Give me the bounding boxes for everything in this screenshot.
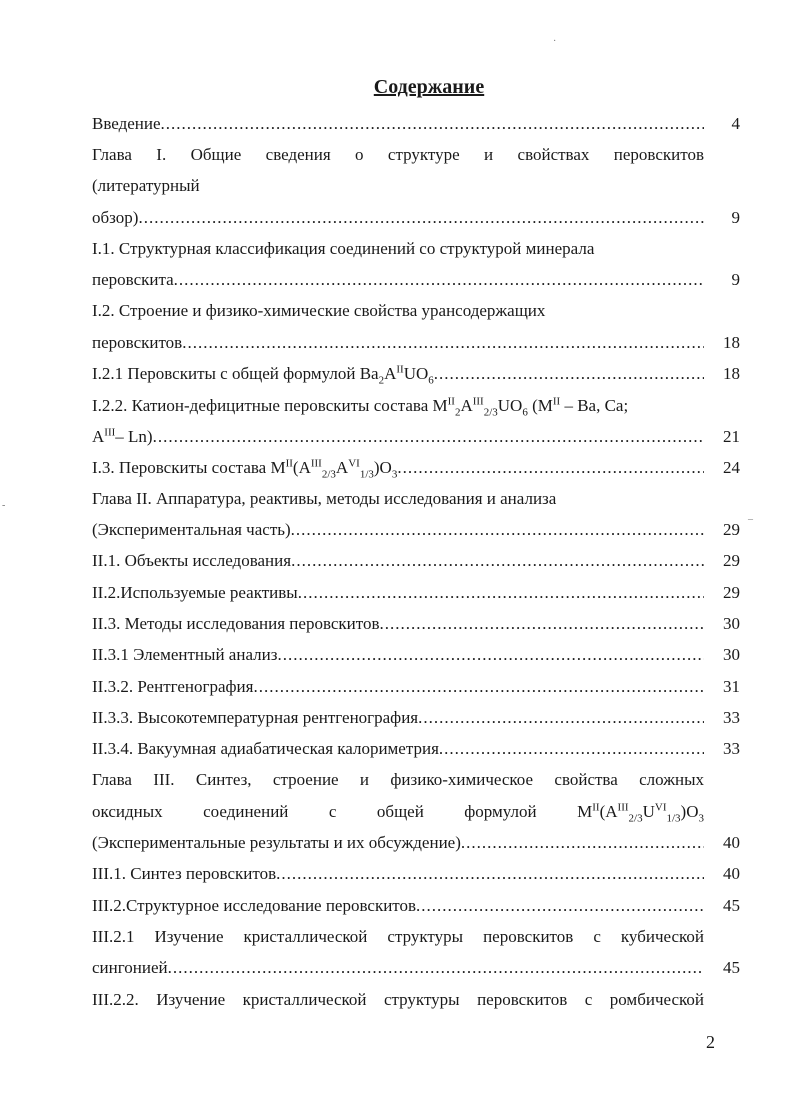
toc-leader [418, 706, 704, 730]
toc-entry [92, 831, 704, 855]
toc-entry: Глава I. Общие сведения о структуре и свойствах перовскитов [92, 145, 704, 164]
toc-page-number: 40 [723, 833, 740, 852]
toc-page-number: 29 [723, 551, 740, 570]
toc-entry-text: обзор) [92, 208, 139, 227]
toc-entry: I.1. Структурная классификация соединений со структурой минерала [92, 239, 595, 258]
toc-leader [291, 549, 704, 573]
toc-entry [92, 549, 704, 573]
toc-entry-text: II.3.1 Элементный анализ [92, 645, 278, 664]
toc-entry-text: сингонией [92, 958, 168, 977]
toc-entry-text: перовскитов [92, 333, 183, 352]
toc-page-number: 21 [723, 427, 740, 446]
scan-speck: – [748, 514, 753, 525]
toc-entry-text: $A^{III}-$ Ln) [92, 426, 153, 446]
toc-leader [416, 894, 704, 918]
toc-entry-text: I.3. Перовскиты состава $M^{II}(A^{III}_{2/3}A^{VI}_{1/3})O_3$ [92, 457, 398, 480]
toc-entry: Глава II. Аппаратура, реактивы, методы исследования и анализа [92, 489, 557, 508]
toc-page-number: 9 [731, 208, 740, 227]
toc-leader [439, 737, 704, 761]
toc-entry-text: перовскита [92, 270, 174, 289]
toc-entry [92, 425, 704, 449]
toc-entry-text: (Экспериментальная часть) [92, 520, 291, 539]
toc-entry: I.2.2. Катион-дефицитные перовскиты состава $M^{II}_2A^{III}_{2/3}UO_6$ ($M^{II}$ – Ba, Ca; [92, 395, 629, 418]
toc-page-number: 40 [723, 864, 740, 883]
toc-entry [92, 894, 704, 918]
toc-leader [298, 581, 704, 605]
toc-entry [92, 206, 704, 230]
toc-entry [92, 331, 704, 355]
toc-entry-text: II.1. Объекты исследования [92, 551, 292, 570]
toc-page-number: 33 [723, 708, 740, 727]
toc-entry: III.2.2. Изучение кристаллической структуры перовскитов с ромбической [92, 990, 704, 1009]
toc-leader [291, 518, 704, 542]
toc-entry [92, 268, 704, 292]
toc-page-number: 9 [731, 270, 740, 289]
toc-page-number: 30 [723, 614, 740, 633]
toc-page-number: 29 [723, 583, 740, 602]
scan-speck: · [553, 36, 557, 47]
toc-entry: I.2. Строение и физико-химические свойства урансодержащих [92, 301, 546, 320]
toc-entry [92, 643, 704, 667]
toc-page-number: 45 [723, 958, 740, 977]
toc-leader [174, 268, 704, 292]
toc-entry [92, 706, 704, 730]
toc-leader [153, 425, 704, 449]
toc-leader [168, 956, 704, 980]
toc-leader [276, 862, 704, 886]
toc-entry [92, 581, 704, 605]
toc-leader [434, 362, 704, 386]
toc-entry-text: II.3.2. Рентгенография [92, 677, 254, 696]
toc-page-number: 18 [723, 333, 740, 352]
toc-entry [92, 518, 704, 542]
toc-page-number: 33 [723, 739, 740, 758]
toc-entry-text: I.2.1 Перовскиты с общей формулой $Ba_2A^{II}UO_6$ [92, 363, 434, 386]
toc-entry [92, 112, 704, 136]
toc-entry [92, 362, 704, 386]
toc-leader [461, 831, 704, 855]
toc-entry-text: III.2.Структурное исследование перовскитов [92, 896, 417, 915]
toc-page-number: 29 [723, 520, 740, 539]
toc-entry-text: II.3. Методы исследования перовскитов [92, 614, 380, 633]
toc-entry: оксидных соединений с общей формулой $M^{II}(A^{III}_{2/3}U^{VI}_{1/3})O_3$ [92, 801, 704, 825]
toc-entry: III.2.1 Изучение кристаллической структуры перовскитов с кубической [92, 927, 704, 946]
toc-page-number: 45 [723, 896, 740, 915]
toc-entry: (литературный [92, 176, 200, 195]
toc-page-number: 4 [731, 114, 740, 133]
toc-leader [138, 206, 704, 230]
toc-leader [277, 643, 704, 667]
toc-leader [380, 612, 704, 636]
toc-page-number: 24 [723, 458, 740, 477]
toc-page-number: 31 [723, 677, 740, 696]
toc-entry-text: Введение [92, 114, 161, 133]
toc-entry: Глава III. Синтез, строение и физико-химическое свойства сложных [92, 770, 704, 789]
toc-entry-text: II.2.Используемые реактивы [92, 583, 298, 602]
page-title: Содержание [373, 76, 485, 98]
toc-entry-text: III.1. Синтез перовскитов [92, 864, 277, 883]
toc-entry [92, 456, 704, 480]
scan-speck: - [2, 500, 6, 511]
toc-entry-text: II.3.3. Высокотемпературная рентгенография [92, 708, 419, 727]
page-number: 2 [706, 1032, 715, 1052]
toc-leader [182, 331, 704, 355]
toc-entry-text: (Экспериментальные результаты и их обсуждение) [92, 833, 461, 852]
toc-entry [92, 956, 704, 980]
toc-leader [161, 112, 704, 136]
toc-page-number: 18 [723, 364, 740, 383]
toc-page-number: 30 [723, 645, 740, 664]
toc-entry [92, 862, 704, 886]
toc-entry [92, 737, 704, 761]
toc-leader [397, 456, 704, 480]
toc-entry [92, 612, 704, 636]
toc-entry-text: II.3.4. Вакуумная адиабатическая калориметрия [92, 739, 439, 758]
toc-entry [92, 675, 704, 699]
toc-leader [253, 675, 704, 699]
